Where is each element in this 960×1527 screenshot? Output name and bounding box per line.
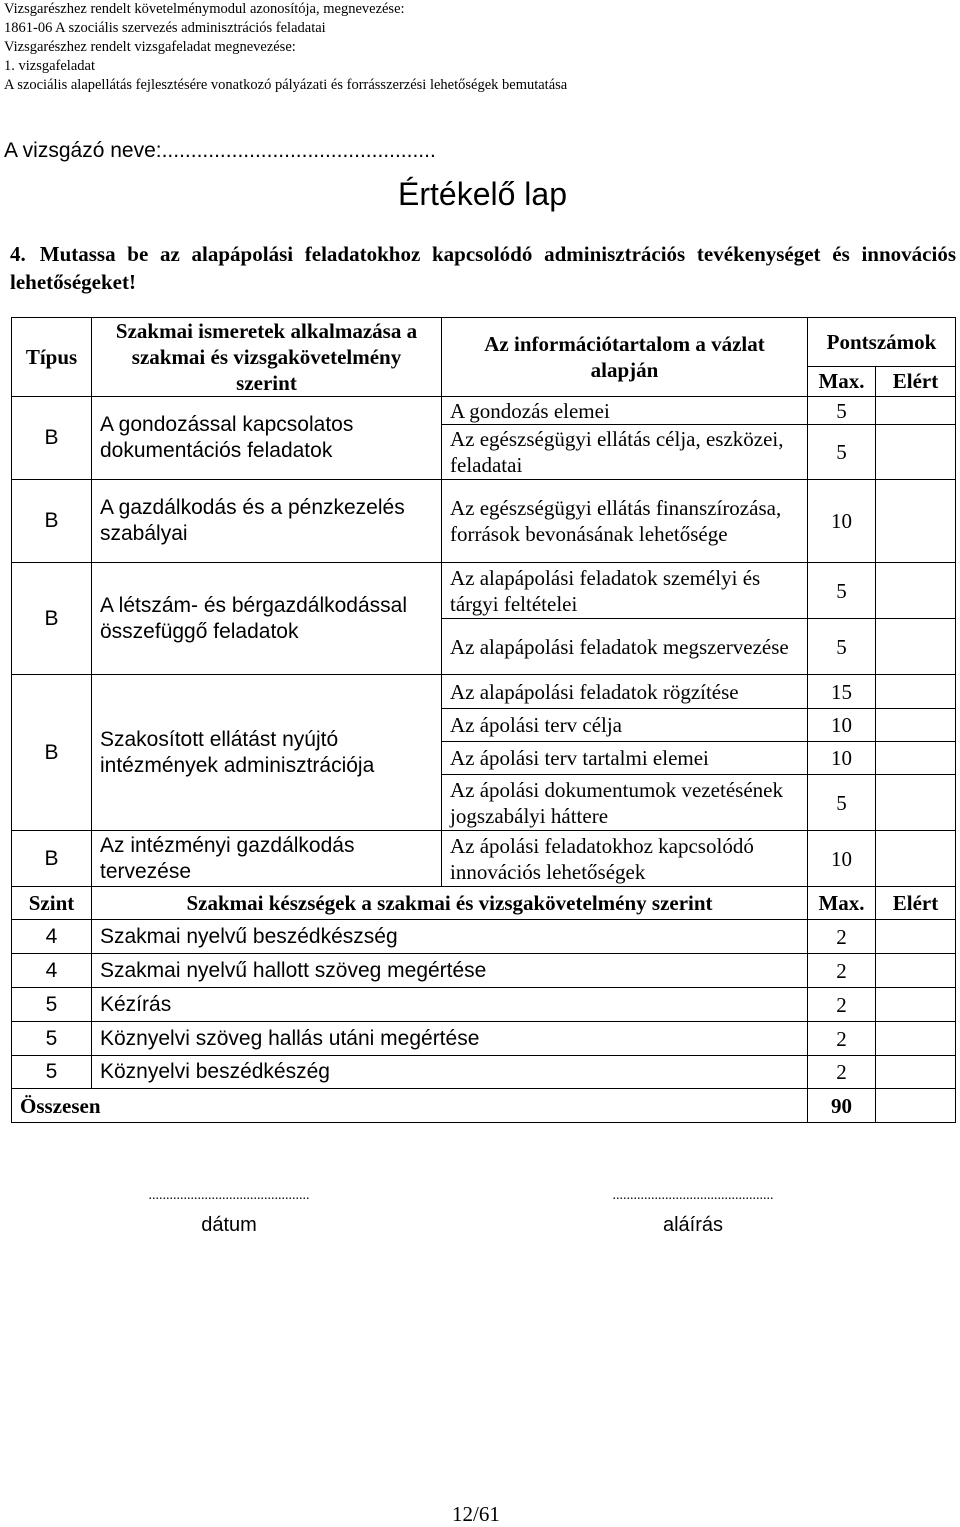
info-cell: Az alapápolási feladatok megszervezése [442,619,808,675]
skill-row [12,1022,956,1056]
table-row [12,831,956,887]
achieved-points-cell[interactable] [876,619,956,675]
type-cell: B [12,563,92,675]
achieved-points-cell[interactable] [876,1056,956,1089]
table-row [12,480,956,563]
achieved-points-cell[interactable] [876,709,956,742]
date-label: dátum [201,1214,257,1236]
col-header-info: Az információtartalom a vázlat alapján [442,318,808,397]
max-points-cell: 10 [808,831,876,887]
max-points-cell: 5 [808,563,876,619]
document-header [4,0,567,95]
skill-row [12,1056,956,1089]
level-cell: 5 [12,1022,92,1056]
date-dots[interactable]: .............................................. [148,1188,310,1203]
achieved-points-cell[interactable] [876,920,956,954]
signature-block [548,1188,838,1237]
max-points-cell: 2 [808,920,876,954]
achieved-points-cell[interactable] [876,480,956,563]
max-points-cell: 10 [808,742,876,775]
skill-row [12,954,956,988]
achieved-points-cell[interactable] [876,397,956,425]
info-cell: Az egészségügyi ellátás finanszírozása, források bevonásának lehetősége [442,480,808,563]
task-statement [10,240,956,296]
achieved-points-cell[interactable] [876,775,956,831]
knowledge-cell: A gazdálkodás és a pénzkezelés szabályai [92,480,442,563]
max-points-cell: 10 [808,709,876,742]
type-cell: B [12,480,92,563]
header-line: 1861-06 A szociális szervezés adminisztrációs feladatai [4,20,326,36]
max-points-cell: 5 [808,619,876,675]
level-cell: 5 [12,988,92,1022]
col-header-achieved: Elért [876,366,956,396]
table-header-row [12,318,956,367]
max-points-cell: 5 [808,425,876,480]
achieved-points-cell[interactable] [876,425,956,480]
knowledge-cell: A gondozással kapcsolatos dokumentációs feladatok [92,397,442,480]
info-cell: Az ápolási feladatokhoz kapcsolódó innovációs lehetőségek [442,831,808,887]
col-header-skills: Szakmai készségek a szakmai és vizsgakövetelmény szerint [92,887,808,920]
col-header-points: Pontszámok [808,318,956,367]
achieved-points-cell[interactable] [876,954,956,988]
skills-header-row [12,887,956,920]
max-points-cell: 15 [808,675,876,709]
signature-dots[interactable]: .............................................. [612,1188,774,1203]
max-points-cell: 2 [808,1056,876,1089]
total-row [12,1089,956,1123]
knowledge-cell: Szakosított ellátást nyújtó intézmények adminisztrációja [92,675,442,831]
header-line: A szociális alapellátás fejlesztésére vonatkozó pályázati és forrásszerzési lehetőségek bemutatása [4,77,568,93]
max-points-cell: 5 [808,397,876,425]
max-points-cell: 2 [808,1022,876,1056]
skill-cell: Kézírás [92,988,808,1022]
info-cell: Az ápolási terv tartalmi elemei [442,742,808,775]
header-line: Vizsgarészhez rendelt követelménymodul azonosítója, megnevezése: [4,1,405,17]
skill-row [12,920,956,954]
max-points-cell: 2 [808,988,876,1022]
table-row [12,675,956,709]
total-label: Összesen [12,1089,808,1123]
skill-row [12,988,956,1022]
info-cell: Az egészségügyi ellátás célja, eszközei, feladatai [442,425,808,480]
type-cell: B [12,831,92,887]
col-header-knowledge: Szakmai ismeretek alkalmazása a szakmai és vizsgakövetelmény szerint [92,318,442,397]
col-header-level: Szint [12,887,92,920]
table-row [12,563,956,619]
level-cell: 4 [12,954,92,988]
date-signature-block [84,1188,374,1237]
achieved-points-cell[interactable] [876,988,956,1022]
level-cell: 5 [12,1056,92,1089]
level-cell: 4 [12,920,92,954]
achieved-points-cell[interactable] [876,742,956,775]
knowledge-cell: A létszám- és bérgazdálkodással összefüggő feladatok [92,563,442,675]
type-cell: B [12,675,92,831]
max-points-cell: 2 [808,954,876,988]
info-cell: Az ápolási dokumentumok vezetésének jogszabályi háttere [442,775,808,831]
max-points-cell: 10 [808,480,876,563]
signature-label: aláírás [662,1214,724,1236]
skill-cell: Köznyelvi szöveg hallás utáni megértése [92,1022,808,1056]
skill-cell: Szakmai nyelvű beszédkészség [92,920,808,954]
knowledge-cell: Az intézményi gazdálkodás tervezése [92,831,442,887]
examinee-name-field[interactable]: A vizsgázó neve:............................................... [4,139,436,162]
task-number: 4. [10,242,26,266]
page-number: 12/61 [452,1502,500,1526]
info-cell: Az alapápolási feladatok személyi és tárgyi feltételei [442,563,808,619]
achieved-points-cell[interactable] [876,563,956,619]
total-max: 90 [808,1089,876,1123]
achieved-points-cell[interactable] [876,1022,956,1056]
skill-cell: Köznyelvi beszédkészég [92,1056,808,1089]
col-header-type: Típus [12,318,92,397]
type-cell: B [12,397,92,480]
task-text: Mutassa be az alapápolási feladatokhoz kapcsolódó adminisztrációs tevékenységet és innovációs lehetőségeket! [10,242,956,294]
achieved-points-cell[interactable] [876,831,956,887]
info-cell: Az alapápolási feladatok rögzítése [442,675,808,709]
max-points-cell: 5 [808,775,876,831]
header-line: Vizsgarészhez rendelt vizsgafeladat megnevezése: [4,39,296,55]
col-header-achieved: Elért [876,887,956,920]
header-line: 1. vizsgafeladat [4,58,95,74]
info-cell: Az ápolási terv célja [442,709,808,742]
col-header-max: Max. [808,366,876,396]
evaluation-table [11,317,956,1123]
page-title: Értékelő lap [398,176,567,212]
table-row [12,397,956,425]
total-achieved-cell[interactable] [876,1089,956,1123]
achieved-points-cell[interactable] [876,675,956,709]
info-cell: A gondozás elemei [442,397,808,425]
col-header-max: Max. [808,887,876,920]
skill-cell: Szakmai nyelvű hallott szöveg megértése [92,954,808,988]
